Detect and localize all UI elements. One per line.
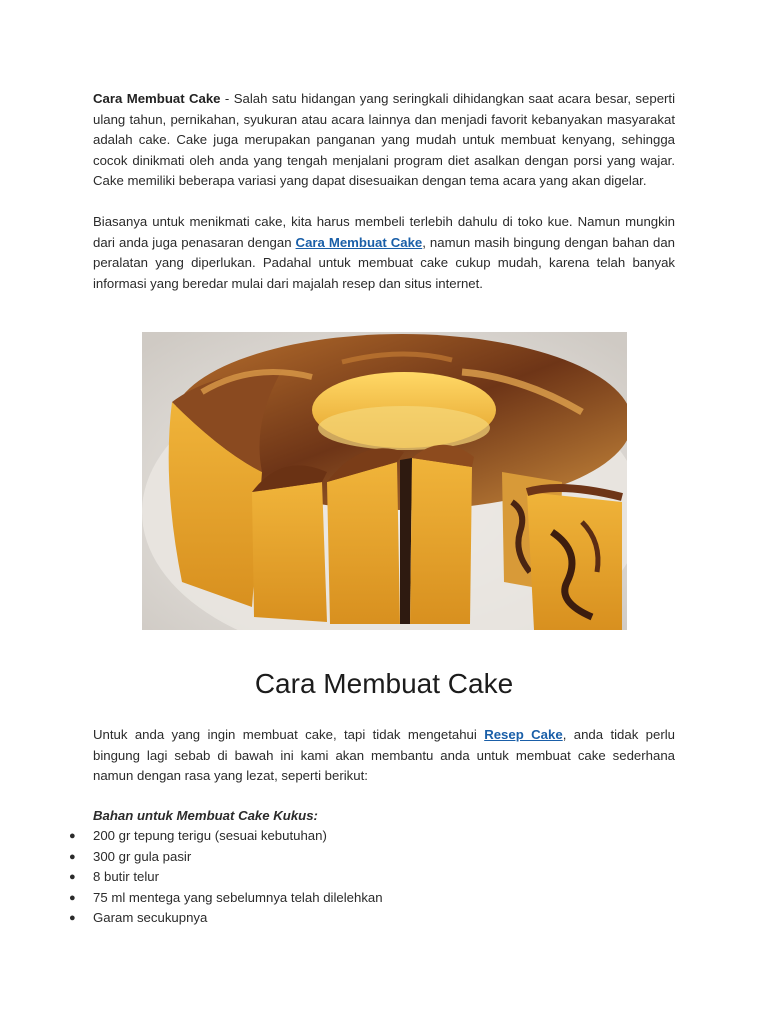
third-text-after: , anda tidak perlu bingung lagi sebab di bawah ini kami akan membantu anda untuk membuat cake sederhana namun dengan rasa yang lezat, seperti berikut:: [93, 727, 676, 783]
article-body: [93, 89, 675, 294]
intro-paragraph: [93, 89, 675, 192]
cara-membuat-cake-link[interactable]: Cara Membuat Cake: [295, 234, 423, 250]
ingredient-text: 75 ml mentega yang sebelumnya telah dilelehkan: [93, 889, 383, 905]
ingredient-text: 200 gr tepung terigu (sesuai kebutuhan): [93, 828, 327, 843]
bullet-icon: ●: [69, 850, 76, 863]
list-item: [69, 888, 675, 909]
list-item: [69, 908, 675, 929]
intro-bold-lead: Cara Membuat Cake: [93, 91, 221, 106]
second-text-before: Biasanya untuk menikmati cake, kita harus membeli terlebih dahulu di toko kue. Namun mungkin dari anda juga penasaran dengan: [93, 214, 675, 250]
second-text-after: , namun masih bingung dengan bahan dan peralatan yang diperlukan. Padahal untuk membuat cake cukup mudah, karena telah banyak informasi yang beredar mulai dari majalah resep dan situs internet.: [93, 234, 675, 291]
third-paragraph: [93, 725, 675, 787]
ingredient-text: 8 butir telur: [93, 869, 159, 884]
bullet-icon: ●: [69, 830, 76, 842]
marble-cake-illustration: [142, 332, 627, 630]
ingredients-title: Bahan untuk Membuat Cake Kukus:: [93, 808, 318, 823]
page-heading: Cara Membuat Cake: [254, 668, 514, 699]
ingredient-text: Garam secukupnya: [93, 910, 208, 925]
resep-cake-link[interactable]: Resep Cake: [484, 727, 563, 742]
intro-text: - Salah satu hidangan yang seringkali dihidangkan saat acara besar, seperti ulang tahun, pernikahan, syukuran atau acara lainnya dan menjadi favorit kebanyakan masyarakat adalah cake. Cake juga merupakan panganan yang mudah untuk membuat kenyang, sehingga cocok dinikmati oleh anda yang tengah menjalani program diet asalkan dengan porsi yang wajar. Cake memiliki beberapa variasi yang dapat disesuaikan dengan tema acara yang akan digelar.: [93, 91, 676, 188]
list-item: [69, 867, 675, 888]
bullet-icon: ●: [69, 871, 76, 883]
third-text-before: Untuk anda yang ingin membuat cake, tapi tidak mengetahui: [93, 727, 485, 742]
ingredients-list: [69, 826, 675, 929]
list-item: [69, 826, 675, 847]
bullet-icon: ●: [69, 891, 76, 904]
marble-cake-photo: [142, 332, 627, 630]
ingredient-text: 300 gr gula pasir: [93, 848, 192, 864]
second-paragraph: [93, 212, 675, 294]
list-item: [69, 847, 675, 868]
bullet-icon: ●: [69, 912, 76, 924]
